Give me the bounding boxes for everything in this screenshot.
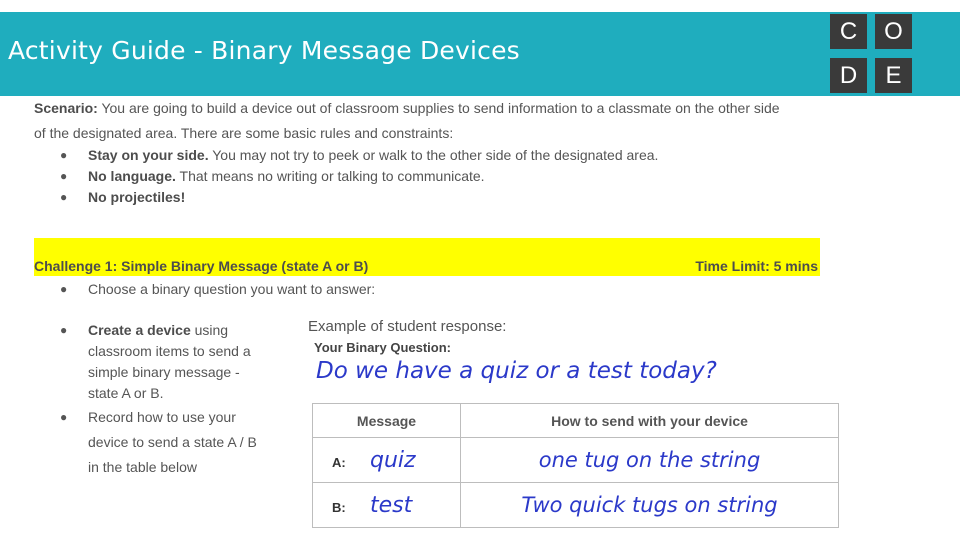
bullet-icon: ● <box>60 148 68 162</box>
step-create-line: classroom items to send a <box>88 343 251 359</box>
step-create-line: state A or B. <box>88 385 164 401</box>
logo-letter-d: D <box>830 58 867 93</box>
binary-question-answer: Do we have a quiz or a test today? <box>316 358 717 384</box>
row-label: A: <box>332 454 346 470</box>
message-value: test <box>370 492 413 518</box>
time-limit: Time Limit: 5 mins <box>695 258 818 274</box>
scenario-line-2: of the designated area. There are some basic rules and constraints: <box>34 125 454 141</box>
scenario-label: Scenario: <box>34 100 98 116</box>
logo-letter-e: E <box>875 58 912 93</box>
table-header-row <box>313 404 839 438</box>
code-logo <box>830 14 912 94</box>
rule-text: That means no writing or talking to communicate. <box>175 168 485 184</box>
rule-item <box>88 147 658 163</box>
step-record-line: device to send a state A / B <box>88 434 257 450</box>
how-to-send-value: one tug on the string <box>461 438 839 483</box>
table-row <box>313 483 839 528</box>
bullet-icon: ● <box>60 410 68 424</box>
table-row <box>313 438 839 483</box>
rule-bold: No language. <box>88 168 176 184</box>
message-cell <box>313 483 461 528</box>
logo-letter-o: O <box>875 14 912 49</box>
response-table <box>312 403 839 528</box>
bullet-icon: ● <box>60 282 68 296</box>
message-value: quiz <box>370 447 416 473</box>
binary-question-label: Your Binary Question: <box>314 340 451 355</box>
challenge-title: Challenge 1: Simple Binary Message (state A or B) <box>34 258 369 274</box>
bullet-icon: ● <box>60 190 68 204</box>
rule-item <box>88 189 185 205</box>
header-message: Message <box>313 404 461 438</box>
how-to-send-value: Two quick tugs on string <box>461 483 839 528</box>
step-create-device <box>88 322 228 338</box>
message-cell <box>313 438 461 483</box>
rule-text: You may not try to peek or walk to the other side of the designated area. <box>208 147 659 163</box>
rule-bold: Stay on your side. <box>88 147 209 163</box>
scenario-line-1 <box>34 100 780 116</box>
step-create-text: using <box>190 322 229 338</box>
header-how-to-send: How to send with your device <box>461 404 839 438</box>
bullet-icon: ● <box>60 323 68 337</box>
bullet-icon: ● <box>60 169 68 183</box>
rule-bold: No projectiles! <box>88 189 186 205</box>
challenge-highlight <box>34 238 820 276</box>
row-label: B: <box>332 499 346 515</box>
step-record-line: in the table below <box>88 459 197 475</box>
scenario-text-1: You are going to build a device out of classroom supplies to send information to a classmate on the other side <box>97 100 780 116</box>
step-choose-question: Choose a binary question you want to answer: <box>88 281 376 297</box>
rule-item <box>88 168 485 184</box>
step-create-line: simple binary message - <box>88 364 240 380</box>
step-record-line: Record how to use your <box>88 409 236 425</box>
logo-letter-c: C <box>830 14 867 49</box>
step-create-bold: Create a device <box>88 322 191 338</box>
page-title: Activity Guide - Binary Message Devices <box>8 36 520 65</box>
example-label: Example of student response: <box>308 318 507 335</box>
